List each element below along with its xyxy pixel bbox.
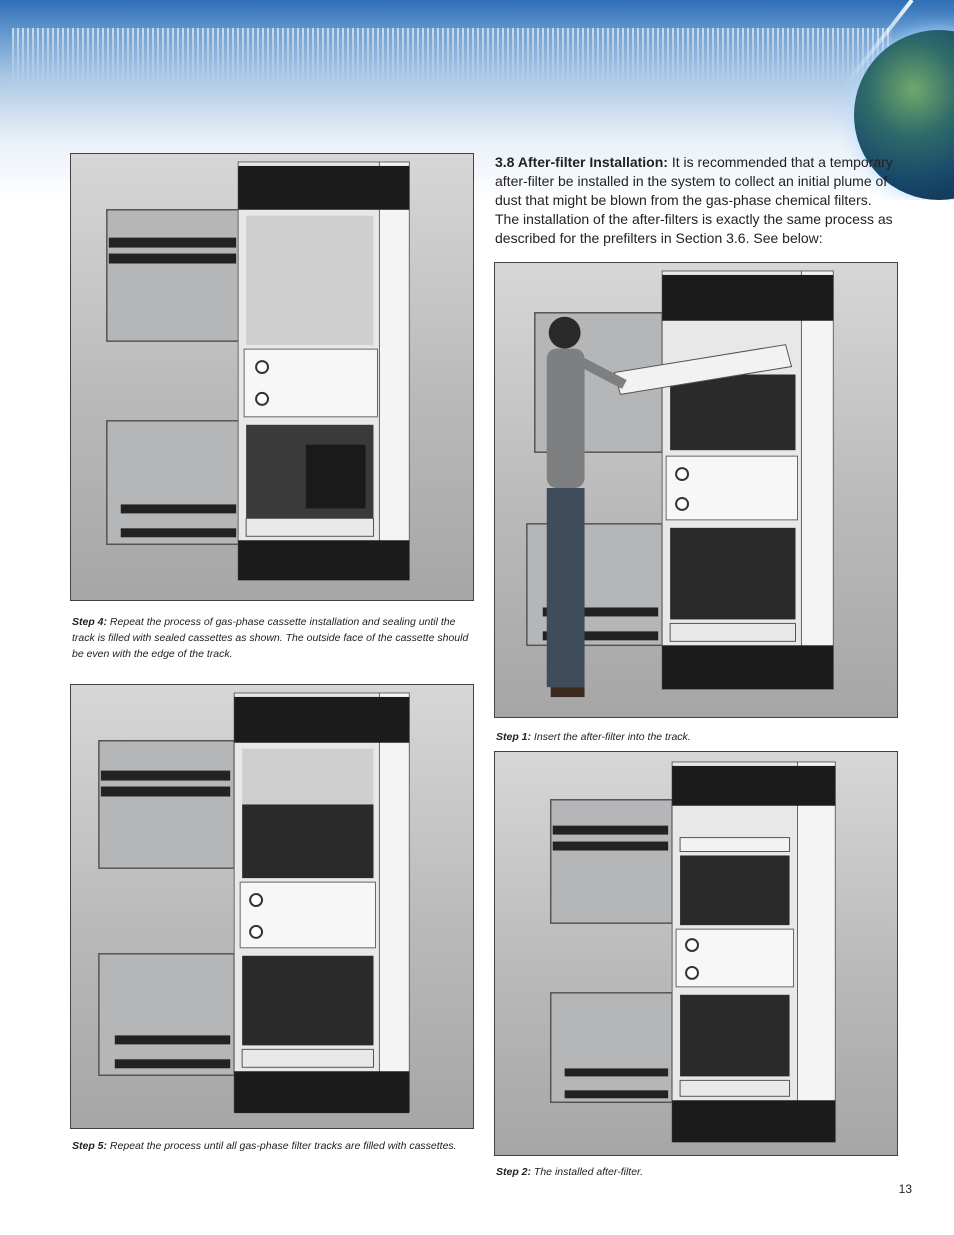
section-heading: 3.8 After-filter Installation: <box>495 154 668 170</box>
page-number: 13 <box>898 1182 912 1196</box>
step-1-label: Step 1: <box>496 731 532 743</box>
photo-step-2 <box>494 751 898 1156</box>
caption-step-4 <box>72 614 472 662</box>
step-4-label: Step 4: <box>72 616 108 628</box>
step-4-text: Repeat the process of gas-phase cassette installation and sealing until the track is filled with sealed cassettes as shown. The outside face of the cassette should be even with the edge of the track. <box>72 616 469 660</box>
photo-step-4 <box>70 153 474 601</box>
step-5-text: Repeat the process until all gas-phase filter tracks are filled with cassettes. <box>107 1140 457 1152</box>
photo-step-5 <box>70 684 474 1129</box>
section-body: It is recommended that a temporary after-filter be installed in the system to collect an initial plume of dust that might be blown from the gas-phase chemical filters. The installation of the after-filters is exactly the same process as described for the prefilters in Section 3.6. See below: <box>495 154 893 246</box>
section-intro <box>495 153 895 248</box>
banner-stripes <box>12 28 892 86</box>
step-2-label: Step 2: <box>496 1166 532 1178</box>
caption-step-2 <box>496 1164 896 1180</box>
caption-step-5 <box>72 1138 472 1154</box>
step-2-text: The installed after-filter. <box>531 1166 644 1178</box>
caption-step-1 <box>496 729 896 745</box>
photo-step-1 <box>494 262 898 718</box>
step-1-text: Insert the after-filter into the track. <box>531 731 691 743</box>
step-5-label: Step 5: <box>72 1140 108 1152</box>
